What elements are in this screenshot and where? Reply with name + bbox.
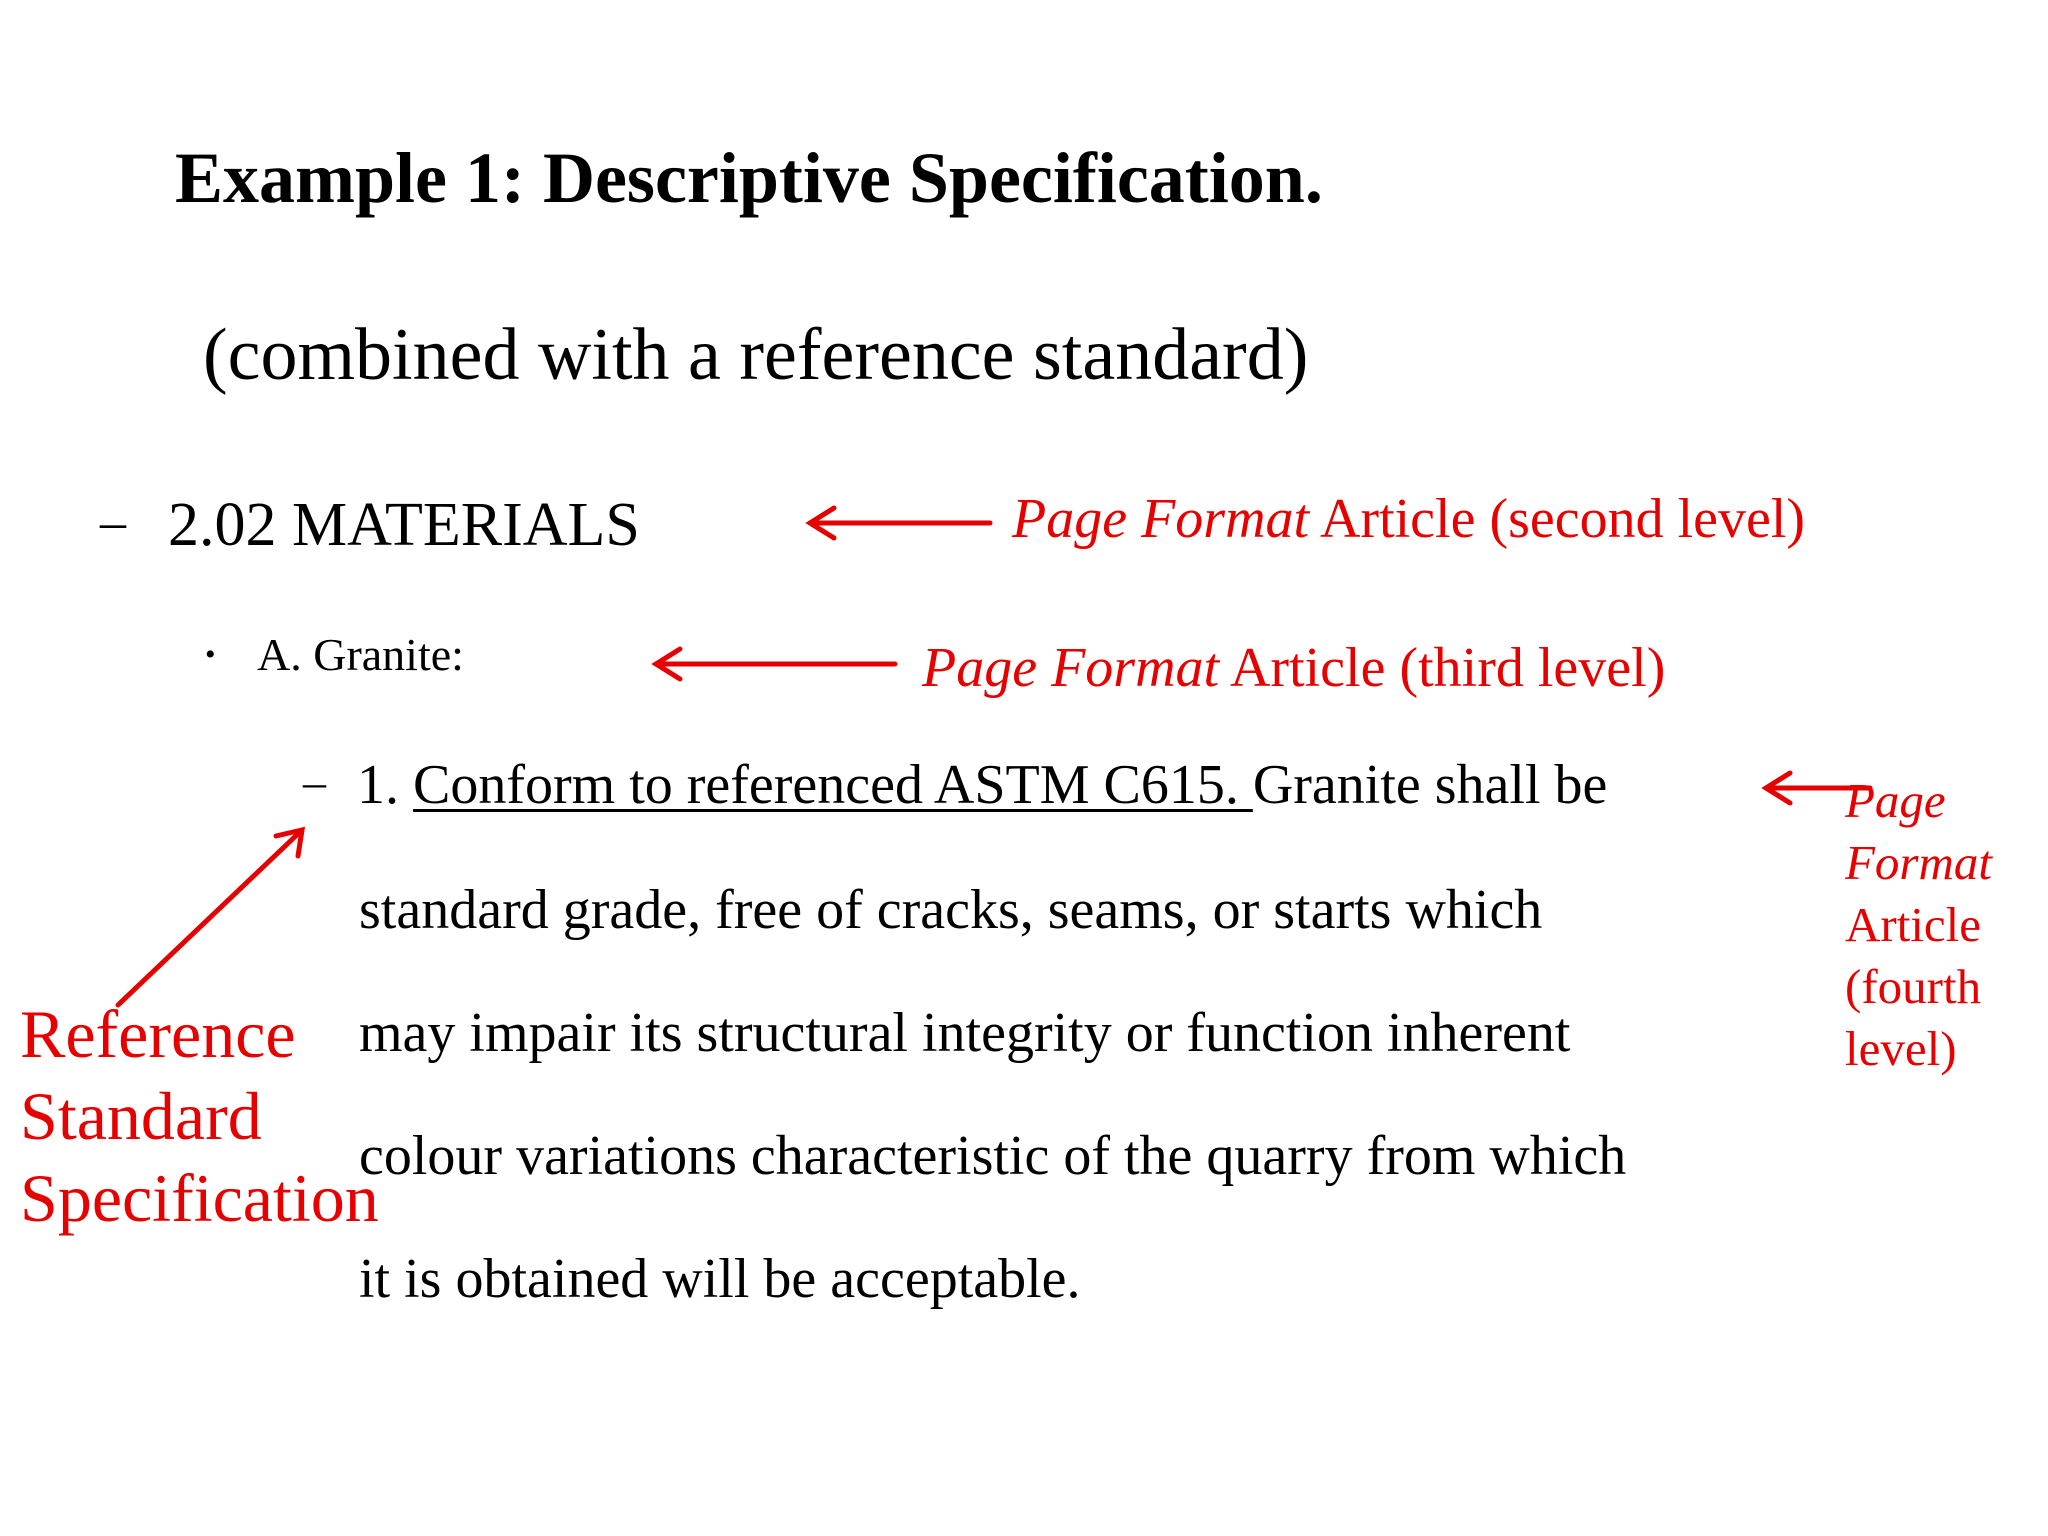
annotation-third-level-italic: Page Format (922, 637, 1220, 699)
level2-text: A. Granite: (257, 629, 464, 680)
level1-text: 2.02 MATERIALS (168, 491, 640, 559)
annotation-fourth-level-line: Page (1845, 773, 1946, 828)
annotation-reference-line: Specification (20, 1160, 379, 1236)
level3-number: 1. (357, 754, 413, 816)
level3-dash: – (303, 756, 326, 807)
slide-subtitle: (combined with a reference standard) (203, 314, 1309, 396)
up-right-arrow-icon (118, 830, 302, 1005)
annotation-fourth-level-line: (fourth (1845, 959, 1982, 1014)
annotation-fourth-level-line: level) (1845, 1021, 1957, 1076)
annotation-second-level-italic: Page Format (1012, 488, 1310, 550)
left-arrow-icon (1766, 773, 1870, 803)
level3-continuation-line: it is obtained will be acceptable. (359, 1248, 1081, 1310)
level3-continuation-line: may impair its structural integrity or function inherent (359, 1002, 1571, 1064)
annotation-third-level-text: Article (third level) (1219, 637, 1666, 699)
annotation-second-level-text: Article (second level) (1309, 488, 1806, 550)
slide-title: Example 1: Descriptive Specification. (175, 138, 1323, 218)
level1-dash: – (100, 494, 126, 551)
annotation-fourth-level-line: Article (1845, 897, 1982, 952)
left-arrow-icon (656, 649, 895, 679)
level3-continuation-line: standard grade, free of cracks, seams, or starts which (359, 879, 1543, 941)
annotation-reference-line: Standard (20, 1078, 262, 1154)
annotation-reference-line: Reference (20, 996, 296, 1072)
level3-continuation-line: colour variations characteristic of the quarry from which (359, 1125, 1627, 1187)
level2-bullet: • (205, 638, 216, 671)
annotation-fourth-level-line: Format (1845, 835, 1992, 890)
left-arrow-icon (810, 508, 990, 538)
level3-text: Granite shall be (1252, 754, 1608, 816)
level3-underlined-reference: Conform to referenced ASTM C615. (413, 754, 1253, 816)
